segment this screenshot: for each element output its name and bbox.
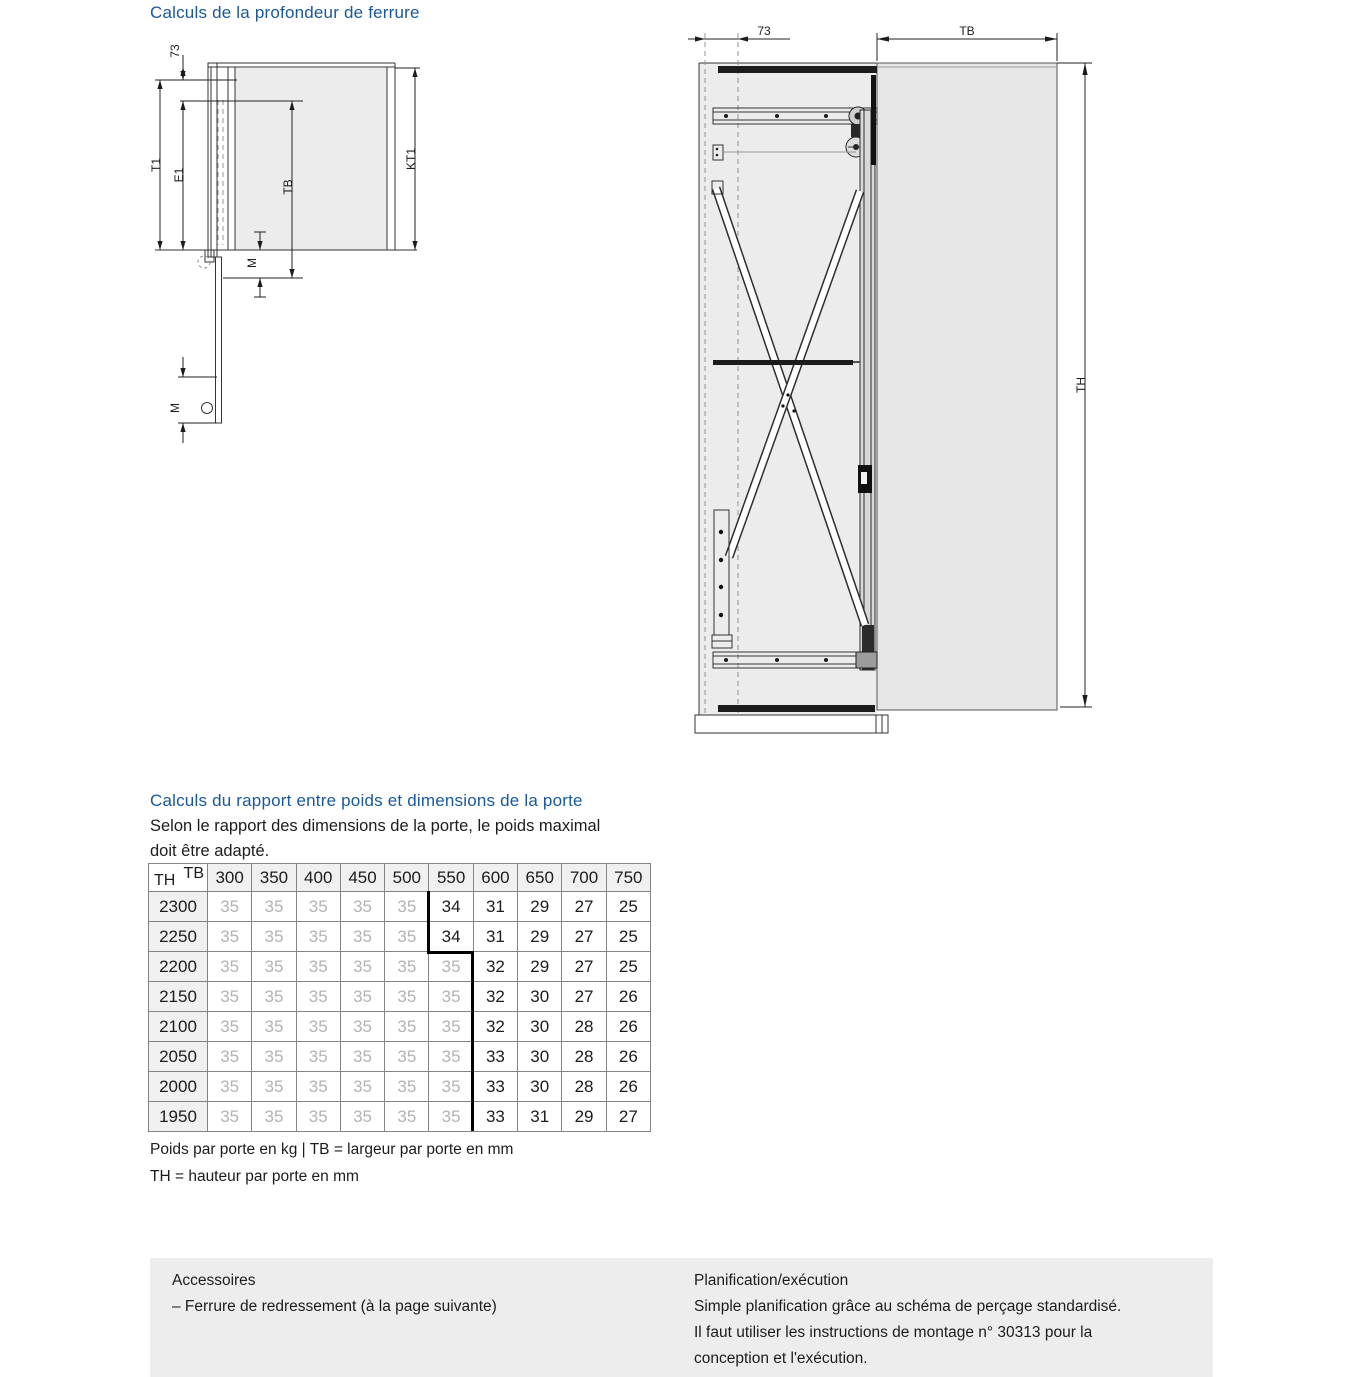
accessories-item: – Ferrure de redressement (à la page suivante) <box>172 1298 497 1315</box>
table-value: 35 <box>385 1072 429 1102</box>
table-value: 35 <box>385 1012 429 1042</box>
table-value: 27 <box>562 922 606 952</box>
row-label: 2000 <box>149 1072 208 1102</box>
table-value: 27 <box>562 892 606 922</box>
table-value: 30 <box>518 1012 562 1042</box>
table-value: 28 <box>562 1072 606 1102</box>
planning-lines <box>694 1294 1121 1372</box>
table-value: 35 <box>385 922 429 952</box>
door-knob <box>202 403 213 414</box>
table-value: 35 <box>297 892 341 922</box>
table-value: 35 <box>208 892 252 922</box>
table-value: 35 <box>252 1012 296 1042</box>
cabinet-front-diagram <box>688 25 1098 740</box>
table-value: 35 <box>341 1012 385 1042</box>
accessories-title: Accessoires <box>172 1272 256 1289</box>
col-header: 500 <box>385 864 429 892</box>
corner-tb-label: TB <box>183 865 204 882</box>
row-label: 2150 <box>149 982 208 1012</box>
dim-label-th: TH <box>1074 377 1088 393</box>
table-value: 27 <box>562 982 606 1012</box>
footer-planning <box>694 1268 1121 1372</box>
cabinet-plan <box>155 63 417 423</box>
row-label: 2250 <box>149 922 208 952</box>
table-value: 35 <box>297 982 341 1012</box>
caption-line2: TH = hauteur par porte en mm <box>150 1168 359 1185</box>
table-value: 35 <box>385 952 429 982</box>
fitting-depth-diagram <box>148 35 438 455</box>
weight-dimension-table <box>148 863 651 1132</box>
row-label: 2300 <box>149 892 208 922</box>
table-value: 27 <box>562 952 606 982</box>
table-value: 35 <box>429 1042 473 1072</box>
dim-label-tb: TB <box>959 25 975 38</box>
table-value: 32 <box>474 952 518 982</box>
intro-line1: Selon le rapport des dimensions de la porte, le poids maximal <box>150 817 601 835</box>
planning-line: Il faut utiliser les instructions de montage n° 30313 pour la <box>694 1324 1093 1341</box>
col-header: 450 <box>341 864 385 892</box>
table-value: 35 <box>297 1042 341 1072</box>
table-value: 35 <box>297 952 341 982</box>
table-value: 35 <box>341 922 385 952</box>
table-value: 29 <box>562 1102 606 1132</box>
table-value: 35 <box>208 1042 252 1072</box>
table-value: 32 <box>474 1012 518 1042</box>
table-value: 35 <box>252 1042 296 1072</box>
table-value: 26 <box>607 1072 651 1102</box>
table-value: 29 <box>518 892 562 922</box>
table-value: 35 <box>385 1102 429 1132</box>
table-value: 35 <box>252 1072 296 1102</box>
table-value: 35 <box>341 952 385 982</box>
table-value: 26 <box>607 982 651 1012</box>
table-value: 35 <box>429 952 473 982</box>
section2-title: Calculs du rapport entre poids et dimensions de la porte <box>150 791 583 810</box>
col-header: 700 <box>562 864 606 892</box>
table-value: 35 <box>385 982 429 1012</box>
footer-panel <box>150 1258 1213 1377</box>
footer-accessories <box>172 1268 497 1320</box>
table-value: 35 <box>341 982 385 1012</box>
col-header: 650 <box>518 864 562 892</box>
table-value: 31 <box>474 892 518 922</box>
table-value: 30 <box>518 1042 562 1072</box>
table-value: 33 <box>474 1072 518 1102</box>
caption-line1: Poids par porte en kg | TB = largeur par porte en mm <box>150 1141 514 1158</box>
row-label: 2050 <box>149 1042 208 1072</box>
col-header: 750 <box>607 864 651 892</box>
table-caption <box>150 1136 513 1190</box>
table-value: 35 <box>208 1072 252 1102</box>
table-value: 35 <box>208 1012 252 1042</box>
table-value: 35 <box>429 1072 473 1102</box>
table-value: 35 <box>429 1102 473 1132</box>
dim-label-73: 73 <box>757 25 771 38</box>
table-grid <box>148 863 651 1132</box>
table-value: 25 <box>607 922 651 952</box>
dim-label-e1: E1 <box>172 167 186 183</box>
table-value: 32 <box>474 982 518 1012</box>
table-value: 35 <box>341 1042 385 1072</box>
table-value: 35 <box>297 1012 341 1042</box>
dim-label-tb: TB <box>281 179 295 195</box>
table-value: 35 <box>429 982 473 1012</box>
table-value: 35 <box>297 1102 341 1132</box>
table-value: 35 <box>252 922 296 952</box>
dim-label-m-door: M <box>168 403 182 413</box>
limit-line-segment <box>471 951 474 1131</box>
table-value: 29 <box>518 952 562 982</box>
table-value: 35 <box>341 1072 385 1102</box>
planning-title: Planification/exécution <box>694 1272 849 1289</box>
table-value: 35 <box>341 892 385 922</box>
table-value: 35 <box>385 1042 429 1072</box>
col-header: 600 <box>474 864 518 892</box>
table-value: 35 <box>297 922 341 952</box>
table-value: 33 <box>474 1042 518 1072</box>
dim-label-m-front: M <box>245 258 259 268</box>
corner-th-label: TH <box>154 872 176 889</box>
table-value: 35 <box>208 1102 252 1132</box>
col-header: 550 <box>429 864 473 892</box>
section1-title: Calculs de la profondeur de ferrure <box>150 3 420 22</box>
dim-label-73: 73 <box>168 44 182 58</box>
table-value: 28 <box>562 1012 606 1042</box>
col-header: 350 <box>252 864 296 892</box>
door-panel <box>877 63 1057 710</box>
table-value: 28 <box>562 1042 606 1072</box>
dim-label-kt1: KT1 <box>404 147 418 171</box>
table-value: 35 <box>252 952 296 982</box>
table-value: 30 <box>518 982 562 1012</box>
table-value: 31 <box>474 922 518 952</box>
table-value: 35 <box>385 892 429 922</box>
limit-line-segment <box>427 891 430 951</box>
table-value: 31 <box>518 1102 562 1132</box>
col-header: 300 <box>208 864 252 892</box>
table-value: 35 <box>208 952 252 982</box>
table-value: 27 <box>607 1102 651 1132</box>
table-value: 33 <box>474 1102 518 1132</box>
table-value: 35 <box>252 1102 296 1132</box>
table-value: 35 <box>429 1012 473 1042</box>
planning-line: Simple planification grâce au schéma de perçage standardisé. <box>694 1298 1122 1315</box>
intro-line2: doit être adapté. <box>150 842 270 860</box>
intro-paragraph <box>150 814 600 864</box>
col-header: 400 <box>297 864 341 892</box>
table-value: 29 <box>518 922 562 952</box>
planning-line: conception et l'exécution. <box>694 1350 868 1367</box>
table-value: 34 <box>429 892 473 922</box>
table-value: 26 <box>607 1042 651 1072</box>
table-value: 35 <box>297 1072 341 1102</box>
table-value: 35 <box>252 982 296 1012</box>
table-value: 25 <box>607 952 651 982</box>
limit-line-segment <box>427 951 474 954</box>
table-value: 30 <box>518 1072 562 1102</box>
row-label: 1950 <box>149 1102 208 1132</box>
table-value: 26 <box>607 1012 651 1042</box>
table-value: 35 <box>208 922 252 952</box>
table-value: 35 <box>252 892 296 922</box>
table-value: 35 <box>341 1102 385 1132</box>
row-label: 2200 <box>149 952 208 982</box>
table-value: 25 <box>607 892 651 922</box>
table-value: 35 <box>208 982 252 1012</box>
dim-label-t1: T1 <box>149 157 163 173</box>
table-corner-cell <box>149 864 208 892</box>
table-value: 34 <box>429 922 473 952</box>
row-label: 2100 <box>149 1012 208 1042</box>
